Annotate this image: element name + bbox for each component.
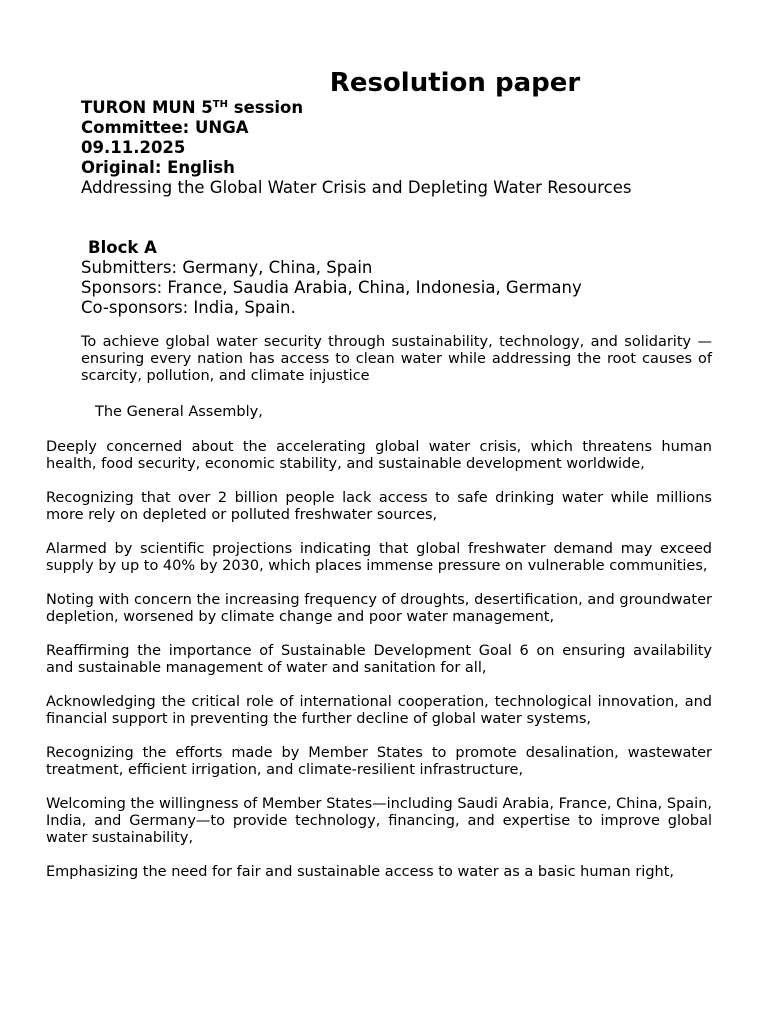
clause-paragraph: Reaffirming the importance of Sustainable Development Goal 6 on ensuring availability and sustainable management of water and sanitation for all, xyxy=(46,643,712,676)
session-suffix: session xyxy=(228,98,304,117)
page-title: Resolution paper xyxy=(329,68,581,98)
cosponsors-line: Co-sponsors: India, Spain. xyxy=(81,298,296,317)
clause-paragraph: Recognizing the efforts made by Member States to promote desalination, wastewater treatment, efficient irrigation, and climate-resilient infrastructure, xyxy=(46,745,712,778)
block-info xyxy=(81,238,582,318)
original-language-line: Original: English xyxy=(81,158,235,177)
general-assembly-line: The General Assembly, xyxy=(95,404,263,420)
clause-paragraph: Recognizing that over 2 billion people lack access to safe drinking water while millions more rely on depleted or polluted freshwater sources, xyxy=(46,490,712,523)
topic-line: Addressing the Global Water Crisis and Depleting Water Resources xyxy=(81,178,632,197)
session-line xyxy=(81,98,631,118)
clause-paragraph: Emphasizing the need for fair and sustainable access to water as a basic human right, xyxy=(46,864,675,880)
clause-paragraph: Welcoming the willingness of Member States—including Saudi Arabia, France, China, Spain, India, and Germany—to provide technology, financing, and expertise to improve global water sustainability, xyxy=(46,796,712,846)
document-header xyxy=(81,98,631,198)
submitters-line: Submitters: Germany, China, Spain xyxy=(81,258,373,277)
clause-paragraph: Alarmed by scientific projections indicating that global freshwater demand may exceed supply by up to 40% by 2030, which places immense pressure on vulnerable communities, xyxy=(46,541,712,574)
clause-paragraph: Deeply concerned about the accelerating global water crisis, which threatens human health, food security, economic stability, and sustainable development worldwide, xyxy=(46,439,712,472)
clause-paragraph: Acknowledging the critical role of international cooperation, technological innovation, and financial support in preventing the further decline of global water systems, xyxy=(46,694,712,727)
block-heading: Block A xyxy=(88,238,157,257)
session-ordinal: TH xyxy=(212,99,228,110)
sponsors-line: Sponsors: France, Saudia Arabia, China, Indonesia, Germany xyxy=(81,278,582,297)
preambulatory-clauses xyxy=(46,439,712,898)
session-name: TURON MUN 5 xyxy=(81,98,213,117)
clause-paragraph: Noting with concern the increasing frequency of droughts, desertification, and groundwater depletion, worsened by climate change and poor water management, xyxy=(46,592,712,625)
date-line: 09.11.2025 xyxy=(81,138,186,157)
committee-line: Committee: UNGA xyxy=(81,118,249,137)
preamble-paragraph: To achieve global water security through sustainability, technology, and solidarity — ensuring every nation has access to clean water while addressing the root causes of scarcity, pollution, and climate injustice xyxy=(81,334,712,384)
